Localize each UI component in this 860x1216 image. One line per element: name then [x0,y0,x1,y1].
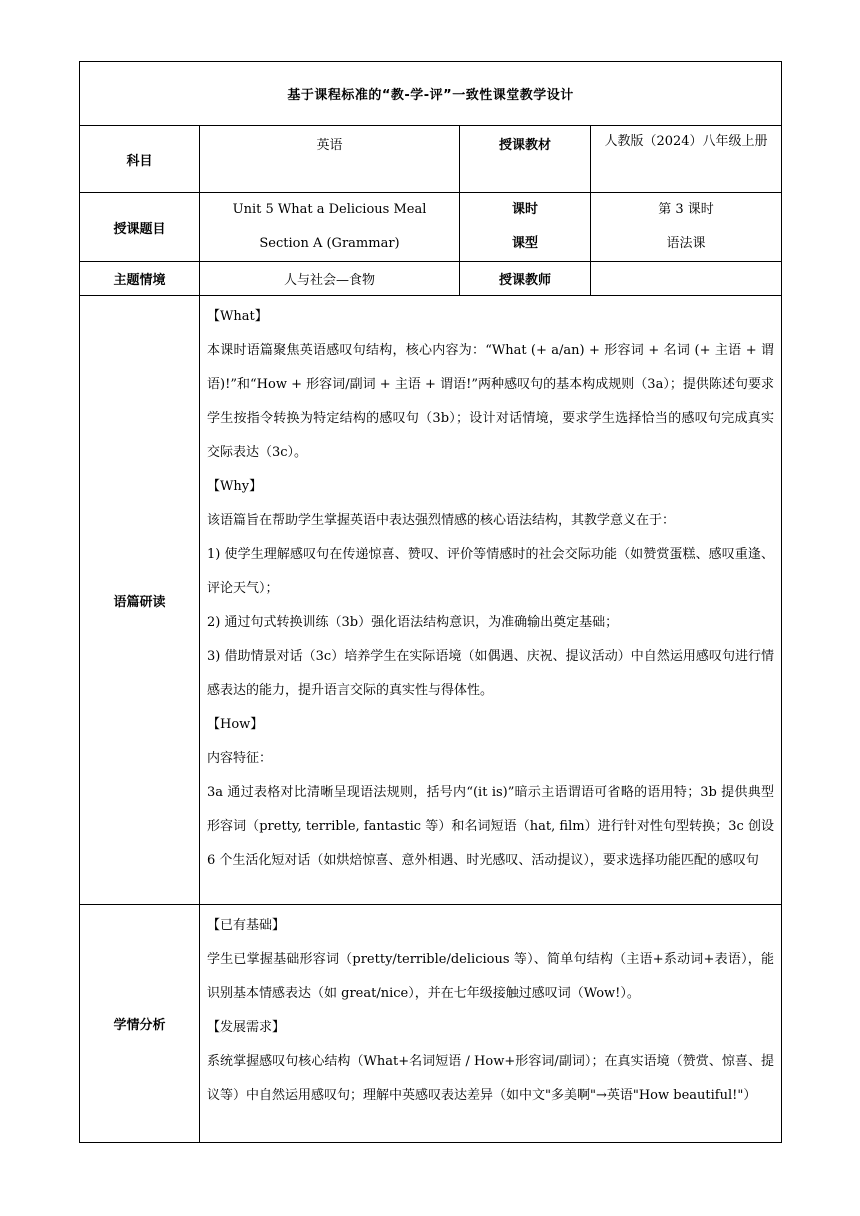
period-label: 课时 [511,202,538,217]
textbook-label: 授课教材 [460,126,591,193]
what-text: 本课时语篇聚焦英语感叹句结构，核心内容为：“What (+ a/an) + 形容词 + 名词 (+ 主语 + 谓语)!”和“How + 形容词/副词 + 主语 + 谓语!”两种感叹句的基本构成规则（3a）；提供陈述句要求学生按指令转换为特定结构的感叹句（3b）；设计对话情境，要求学生选择恰当的感叹句完成真实交际表达（3c）。 [207,343,775,460]
theme-label: 主题情境 [80,262,200,296]
analysis-label: 语篇研读 [80,296,200,905]
why-point-2: 2) 通过句式转换训练（3b）强化语法结构意识，为准确输出奠定基础； [207,615,619,630]
how-intro: 内容特征： [207,751,273,766]
subject-label: 科目 [80,126,200,193]
what-heading: 【What】 [207,309,268,324]
lesson-design-table [79,61,782,1143]
why-point-3: 3) 借助情景对话（3c）培养学生在实际语境（如偶遇、庆祝、提议活动）中自然运用感叹句进行情感表达的能力，提升语言交际的真实性与得体性。 [207,649,775,698]
theme-value: 人与社会—食物 [200,262,460,296]
topic-label: 授课题目 [80,193,200,262]
students-content [200,905,782,1143]
topic-line-1: Unit 5 What a Delicious Meal [232,202,427,217]
basis-heading: 【已有基础】 [207,918,286,933]
needs-heading: 【发展需求】 [207,1020,286,1035]
analysis-content [200,296,782,905]
how-text: 3a 通过表格对比清晰呈现语法规则，括号内“(it is)”暗示主语谓语可省略的语用特；3b 提供典型形容词（pretty, terrible, fantastic 等）和名词短语（hat, film）进行针对性句型转换；3c 创设 6 个生活化短对话（如烘焙惊喜、意外相遇、时光感叹、活动提议），要求选择功能匹配的感叹句 [207,785,775,868]
textbook-value: 人教版（2024）八年级上册 [591,126,782,193]
topic-line-2: Section A (Grammar) [259,236,400,251]
why-heading: 【Why】 [207,479,263,494]
teacher-label: 授课教师 [460,262,591,296]
needs-text: 系统掌握感叹句核心结构（What+名词短语 / How+形容词/副词）；在真实语境（赞赏、惊喜、提议等）中自然运用感叹句；理解中英感叹表达差异（如中文"多美啊"→英语"How beautiful!"） [207,1054,775,1103]
students-label: 学情分析 [80,905,200,1143]
type-label: 课型 [511,236,538,251]
why-point-1: 1) 使学生理解感叹句在传递惊喜、赞叹、评价等情感时的社会交际功能（如赞赏蛋糕、感叹重逢、评论天气）； [207,547,775,596]
period-value: 第 3 课时 [658,202,714,217]
subject-value: 英语 [200,126,460,193]
basis-text: 学生已掌握基础形容词（pretty/terrible/delicious 等）、简单句结构（主语+系动词+表语），能识别基本情感表达（如 great/nice），并在七年级接触过感叹词（Wow!）。 [207,952,775,1001]
document-title: 基于课程标准的“教-学-评”一致性课堂教学设计 [80,62,782,126]
why-intro: 该语篇旨在帮助学生掌握英语中表达强烈情感的核心语法结构，其教学意义在于： [207,513,676,528]
type-value: 语法课 [666,236,706,251]
teacher-value [591,262,782,296]
how-heading: 【How】 [207,717,264,732]
